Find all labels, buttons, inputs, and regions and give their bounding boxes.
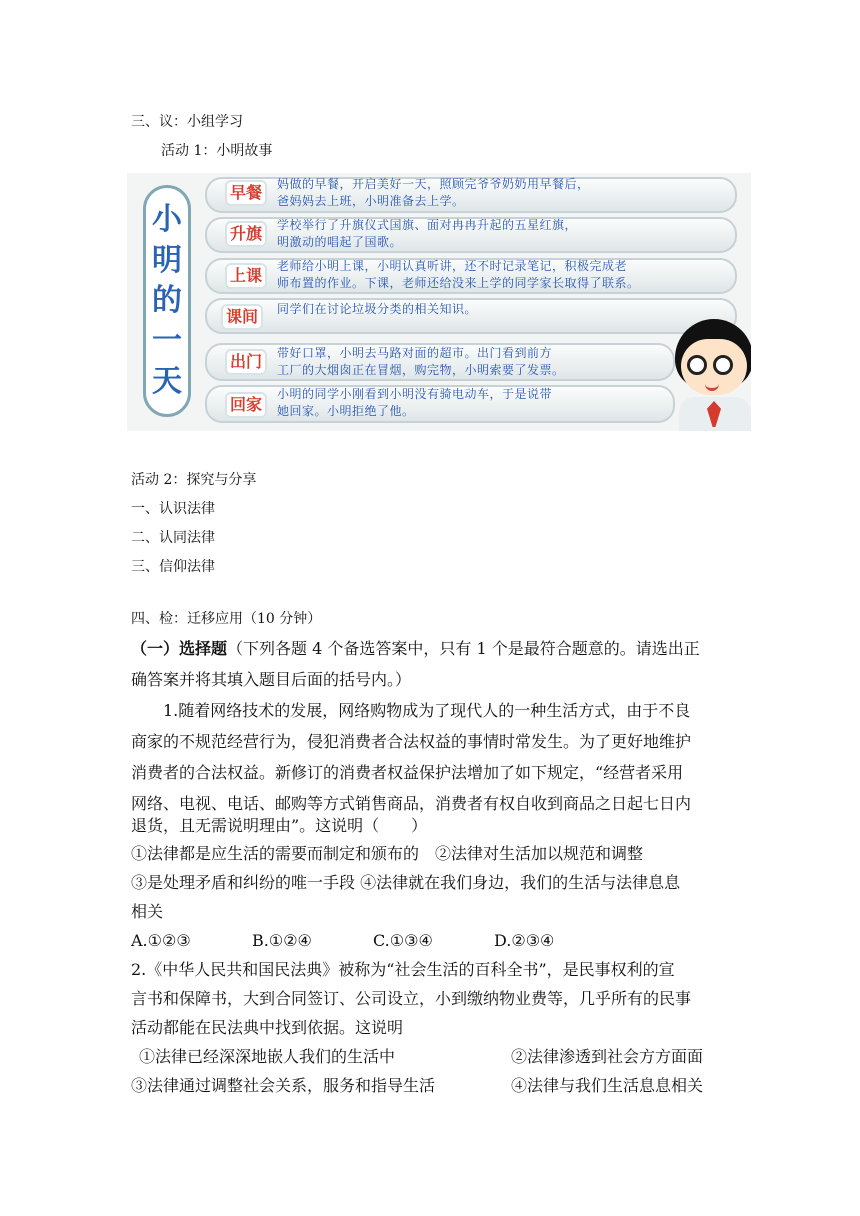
q1-line: 1.随着网络技术的发展，网络购物成为了现代人的一种生活方式，由于不良 [163, 701, 691, 720]
title-char: 小 [152, 202, 182, 238]
choice-instructions [131, 637, 700, 661]
figure-title [143, 185, 191, 417]
xiaoming-day-figure [127, 173, 751, 431]
q1-line: 退货，且无需说明理由”。这说明（ ） [131, 816, 428, 835]
choice-instr-line2: 确答案并将其填入题目后面的括号内。） [131, 670, 412, 689]
row-text: 带好口罩，小明去马路对面的超市。出门看到前方 [277, 346, 553, 360]
row-text: 爸妈妈去上班，小明准备去上学。 [277, 194, 465, 208]
choice-label: （一）选择题 [131, 639, 228, 658]
section3-heading: 三、议：小组学习 [131, 114, 243, 130]
choice-instr: （下列各题 4 个备选答案中，只有 1 个是最符合题意的。请选出正 [227, 639, 700, 658]
row-text: 妈做的早餐，开启美好一天，照顾完爷爷奶奶用早餐后， [277, 177, 590, 191]
row-tag: 出门 [225, 349, 267, 375]
row-text: 师布置的作业。下课，老师还给没来上学的同学家长取得了联系。 [277, 276, 640, 290]
row-text: 明激动的唱起了国歌。 [277, 235, 403, 249]
row-tag: 早餐 [225, 180, 267, 206]
row-text: 老师给小明上课，小明认真听讲，还不时记录笔记，积极完成老 [277, 259, 628, 273]
q2-option-4: ④法律与我们生活息息相关 [511, 1076, 704, 1095]
title-char: 天 [152, 363, 182, 399]
law-item: 三、信仰法律 [131, 559, 215, 575]
title-char: 的 [152, 282, 182, 318]
q2-line: 2.《中华人民共和国民法典》被称为“社会生活的百科全书”，是民事权利的宣 [131, 960, 675, 979]
q2-line: 活动都能在民法典中找到依据。这说明 [131, 1018, 404, 1037]
row-tag: 回家 [225, 392, 267, 418]
cartoon-boy-illustration [669, 311, 751, 431]
q1-answer-c: C.①③④ [373, 931, 433, 950]
row-tag: 升旗 [225, 221, 267, 247]
q2-option-2: ②法律渗透到社会方方面面 [511, 1047, 704, 1066]
q2-option-1: ①法律已经深深地嵌人我们的生活中 [139, 1047, 396, 1066]
row-tag: 上课 [225, 263, 267, 289]
q1-answer-d: D.②③④ [494, 931, 555, 950]
law-item: 一、认识法律 [131, 501, 215, 517]
q2-line: 言书和保障书，大到合同签订、公司设立，小到缴纳物业费等，几乎所有的民事 [131, 989, 692, 1008]
q1-line: 消费者的合法权益。新修订的消费者权益保护法增加了如下规定，“经营者采用 [131, 763, 684, 782]
law-item: 二、认同法律 [131, 530, 215, 546]
q1-line: 网络、电视、电话、邮购等方式销售商品，消费者有权自收到商品之日起七日内 [131, 794, 692, 813]
row-text: 小明的同学小刚看到小明没有骑电动车，于是说带 [277, 387, 553, 401]
q1-answer-b: B.①②④ [252, 931, 312, 950]
row-text: 她回家。小明拒绝了他。 [277, 404, 415, 418]
q1-option-line: ①法律都是应生活的需要而制定和颁布的 ②法律对生活加以规范和调整 [131, 844, 644, 863]
row-text: 同学们在讨论垃圾分类的相关知识。 [277, 302, 478, 316]
q1-option-line: ③是处理矛盾和纠纷的唯一手段 ④法律就在我们身边，我们的生活与法律息息 [131, 873, 681, 892]
title-char: 明 [152, 242, 182, 278]
row-tag: 课间 [221, 304, 263, 330]
q1-answer-a: A.①②③ [131, 931, 191, 950]
activity2-heading: 活动 2：探究与分享 [131, 472, 257, 488]
q2-option-3: ③法律通过调整社会关系，服务和指导生活 [131, 1076, 436, 1095]
q1-line: 商家的不规范经营行为，侵犯消费者合法权益的事情时常发生。为了更好地维护 [131, 732, 692, 751]
activity1-heading: 活动 1：小明故事 [161, 143, 273, 159]
section4-heading: 四、检：迁移应用（10 分钟） [131, 611, 322, 627]
row-text: 工厂的大烟囱正在冒烟，购完物，小明索要了发票。 [277, 363, 565, 377]
title-char: 一 [152, 323, 182, 359]
q1-option-line: 相关 [131, 902, 164, 921]
row-text: 学校举行了升旗仪式国旗、面对冉冉升起的五星红旗， [277, 218, 578, 232]
